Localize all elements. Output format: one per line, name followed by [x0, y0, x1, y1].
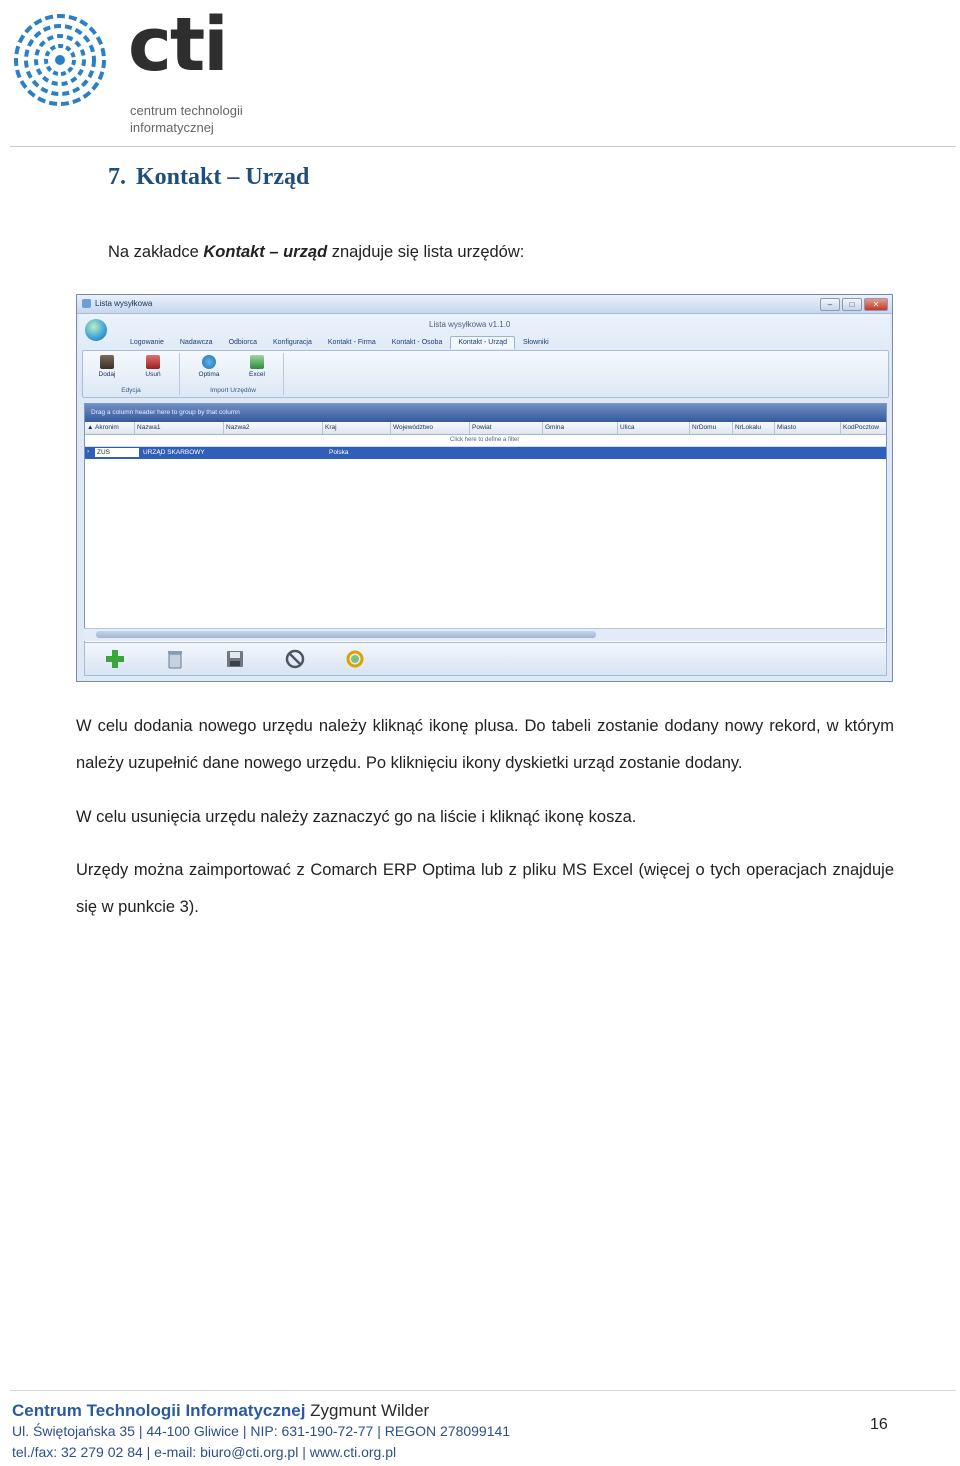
logo-subtitle [130, 102, 243, 136]
window-controls [820, 298, 888, 310]
filter-row[interactable] [85, 435, 886, 447]
optima-import-button[interactable] [193, 355, 225, 378]
ribbon-group-edit [83, 353, 180, 395]
grid-header [85, 422, 886, 435]
app-window-title: Lista wysyłkowa [95, 299, 153, 308]
tab-konfiguracja[interactable]: Konfiguracja [272, 339, 312, 346]
add-button-label: Dodaj [98, 371, 116, 378]
column-header[interactable]: Powiat [472, 424, 492, 431]
add-person-icon [100, 355, 114, 369]
column-separator[interactable] [322, 422, 323, 434]
intro-prefix: Na zakładce [108, 243, 204, 261]
column-header[interactable]: Województwo [393, 424, 433, 431]
save-icon[interactable] [225, 649, 245, 669]
column-header[interactable]: Miasto [777, 424, 797, 431]
ribbon-panel [82, 350, 889, 398]
excel-button-label: Excel [249, 371, 265, 378]
intro-emphasis: Kontakt – urząd [203, 243, 328, 261]
optima-button-label: Optima [198, 371, 220, 378]
logo-wordmark: cti [128, 2, 227, 88]
ribbon-group-import-label: Import Urzędów [210, 387, 256, 394]
tab-kontakt-osoba[interactable]: Kontakt - Osoba [391, 339, 443, 346]
sort-icon: ▲ [87, 424, 94, 431]
column-separator[interactable] [732, 422, 733, 434]
horizontal-scrollbar[interactable] [84, 628, 885, 641]
ribbon-group-edit-label: Edycja [121, 387, 141, 394]
cell-akronim[interactable]: ZUS [95, 448, 139, 457]
footer-divider [10, 1390, 956, 1391]
optima-icon [202, 355, 216, 369]
footer-company-owner: Zygmunt Wilder [310, 1401, 430, 1420]
section-title: Kontakt – Urząd [136, 164, 310, 190]
logo-subtitle-line2: informatycznej [130, 120, 214, 135]
column-separator[interactable] [617, 422, 618, 434]
intro-paragraph [108, 238, 908, 266]
filter-hint: Click here to define a filter [450, 437, 520, 443]
excel-icon [250, 355, 264, 369]
refresh-icon[interactable] [345, 649, 365, 669]
minimize-button[interactable]: – [820, 298, 840, 311]
column-header[interactable]: NrDomu [692, 424, 717, 431]
cell-nazwa1[interactable]: URZĄD SKARBOWY [143, 449, 205, 456]
app-window-icon [82, 299, 91, 308]
tab-kontakt-firma[interactable]: Kontakt - Firma [327, 339, 376, 346]
column-header[interactable]: Akronim [95, 424, 119, 431]
footer-company [12, 1400, 510, 1421]
footer [12, 1400, 510, 1463]
column-header[interactable]: KodPocztow [843, 424, 880, 431]
column-separator[interactable] [542, 422, 543, 434]
column-separator[interactable] [689, 422, 690, 434]
tab-kontakt-urząd[interactable]: Kontakt - Urząd [450, 336, 515, 349]
column-header[interactable]: Nazwa2 [226, 424, 250, 431]
section-number: 7. [108, 164, 126, 190]
column-header[interactable]: Ulica [620, 424, 635, 431]
delete-button[interactable] [137, 355, 169, 378]
intro-suffix: znajduje się lista urzędów: [327, 243, 525, 261]
column-header[interactable]: NrLokalu [735, 424, 762, 431]
tab-odbiorca[interactable]: Odbiorca [228, 339, 257, 346]
cti-logo [10, 2, 270, 138]
app-orb-icon[interactable] [85, 319, 107, 341]
paragraph-import: Urzędy można zaimportować z Comarch ERP Optima lub z pliku MS Excel (więcej o tych operacjach znajduje się w punkcie 3). [76, 861, 894, 916]
tab-słowniki[interactable]: Słowniki [522, 339, 549, 346]
excel-import-button[interactable] [241, 355, 273, 378]
footer-company-bold: Centrum Technologii Informatycznej [12, 1401, 306, 1420]
header-divider [10, 146, 956, 147]
paragraph-delete: W celu usunięcia urzędu należy zaznaczyć go na liście i kliknąć ikonę kosza. [76, 808, 637, 826]
ribbon-tabs [122, 336, 557, 349]
app-titlebar [77, 295, 892, 314]
offices-grid [84, 403, 887, 643]
add-icon[interactable] [105, 649, 125, 669]
table-row[interactable] [85, 447, 886, 459]
close-button[interactable]: ✕ [864, 298, 888, 311]
paragraph-add: W celu dodania nowego urzędu należy kliknąć ikonę plusa. Do tabeli zostanie dodany nowy rekord, w którym należy uzupełnić dane nowego urzędu. Po kliknięciu ikony dyskietki urząd zostanie dodany. [76, 717, 894, 772]
cancel-icon[interactable] [285, 649, 305, 669]
group-by-area[interactable]: Drag a column header here to group by that column [85, 404, 886, 422]
section-heading [108, 164, 309, 191]
footer-contact: tel./fax: 32 279 02 84 | e-mail: biuro@cti.org.pl | www.cti.org.pl [12, 1444, 397, 1460]
action-toolbar [84, 642, 887, 676]
delete-button-label: Usuń [145, 371, 161, 378]
tab-nadawcza[interactable]: Nadawcza [179, 339, 213, 346]
column-header[interactable]: Gmina [545, 424, 565, 431]
tab-logowanie[interactable]: Logowanie [130, 339, 164, 346]
trash-icon[interactable] [165, 649, 185, 669]
app-screenshot [76, 294, 893, 682]
ribbon-group-import [183, 353, 284, 395]
maximize-button[interactable]: □ [842, 298, 862, 311]
column-header[interactable]: Nazwa1 [137, 424, 161, 431]
column-header[interactable]: Kraj [325, 424, 337, 431]
logo-subtitle-line1: centrum technologii [130, 103, 243, 118]
scrollbar-thumb[interactable] [96, 631, 596, 638]
column-separator[interactable] [223, 422, 224, 434]
column-separator[interactable] [840, 422, 841, 434]
column-separator[interactable] [390, 422, 391, 434]
add-button[interactable] [91, 355, 123, 378]
app-title: Lista wysyłkowa v1.1.0 [429, 320, 511, 329]
cell-kraj[interactable]: Polska [329, 449, 349, 456]
delete-person-icon [146, 355, 160, 369]
column-separator[interactable] [469, 422, 470, 434]
row-indicator-icon: › [87, 448, 90, 455]
footer-address: Ul. Świętojańska 35 | 44-100 Gliwice | NIP: 631-190-72-77 | REGON 278099141 [12, 1423, 511, 1439]
page-number: 16 [870, 1416, 888, 1433]
column-separator[interactable] [134, 422, 135, 434]
column-separator[interactable] [774, 422, 775, 434]
